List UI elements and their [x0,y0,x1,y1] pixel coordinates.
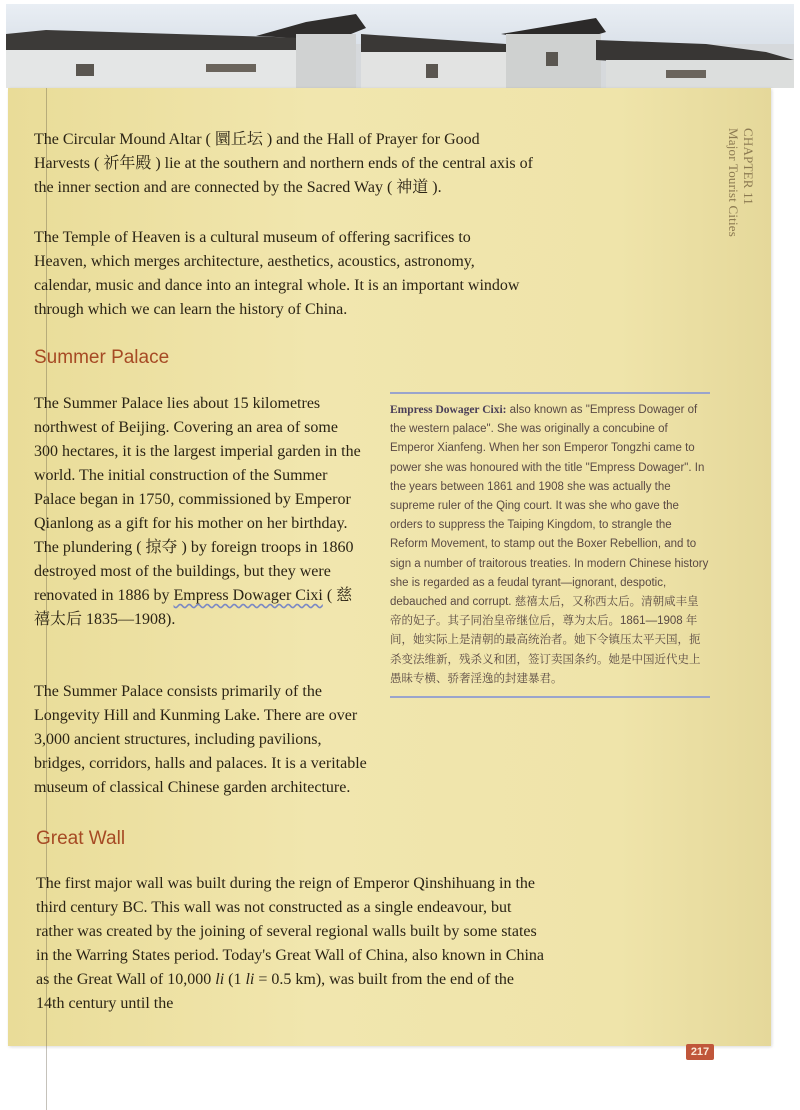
paragraph-temple-altar: The Circular Mound Altar ( 圜丘坛 ) and the Hall of Prayer for Good Harvests ( 祈年殿 ) lie at the southern and northern ends of the central axis of the inner section and are connected by the Sacred Way ( 神道 ). [34,131,533,196]
header-photo [6,4,794,88]
note-english: also known as "Empress Dowager of the western palace". She was originally a concubine of Emperor Xianfeng. When her son Emperor Tongzhi came to power she was honoured with the title "Empress Dowager". In the years between 1861 and 1908 she was actually the supreme ruler of the Qing court. It was she who gave the orders to suppress the Taiping Kingdom, to strangle the Reform Movement, to stamp out the Boxer Rebellion, and to sign a number of traitorous treaties. In modern Chinese history she is regarded as a feudal tyrant—ignorant, despotic, debauched and corrupt. [390,404,709,609]
page-number-badge: 217 [686,1044,714,1060]
paragraph-summer-palace-history [34,392,364,632]
rooftops-illustration [6,4,794,88]
chapter-title: Major Tourist Cities [726,128,741,238]
great-wall-text-1: The first major wall was built during the reign of Emperor Qinshihuang in the third century BC. This wall was not constructed as a single endeavour, but rather was created by the joining of several regional walls built by some states in the Warring States period. Today's Great Wall of China, also known in China as the Great Wall of 10,000 [36,875,544,988]
great-wall-text-3: = 0.5 km), was built from the end of the 14th century until the [36,971,515,1012]
summer-palace-text-2: ( 慈禧太后 1835—1908). [34,587,353,628]
glossary-note-cixi [390,392,710,698]
great-wall-li: li [215,971,225,988]
heading-great-wall: Great Wall [36,828,126,849]
chapter-number: CHAPTER 11 [741,128,756,205]
term-empress-dowager-cixi: Empress Dowager Cixi [173,587,323,604]
paragraph-summer-palace-structures [34,680,374,800]
summer-palace-structures-text: The Summer Palace consists primarily of the Longevity Hill and Kunming Lake. There are over 3,000 ancient structures, including pavilions, bridges, corridors, halls and palaces. It is a veritable museum of classical Chinese garden architecture. [34,683,367,796]
paragraph-temple-museum: The Temple of Heaven is a cultural museum of offering sacrifices to Heaven, which merges architecture, aesthetics, acoustics, astronomy, calendar, music and dance into an integral whole. It is an important window through which we can learn the history of China. [34,229,520,318]
summer-palace-text-1: The Summer Palace lies about 15 kilometres northwest of Beijing. Covering an area of some 300 hectares, it is the largest imperial garden in the world. The initial construction of the Summer Palace began in 1750, commissioned by Emperor Qianlong as a gift for his mother on her birthday. The plundering ( 掠夺 ) by foreign troops in 1860 destroyed most of the buildings, but they were renovated in 1886 by [34,395,361,604]
note-chinese: 慈禧太后，又称西太后。清朝咸丰皇帝的妃子。其子同治皇帝继位后，尊为太后。1861—1908 年间，她实际上是清朝的最高统治者。她下令镇压太平天国，扼杀变法维新，残杀义和团，签订卖国条约。她是中国近代史上愚昧专横、骄奢淫逸的封建暴君。 [390,596,701,685]
great-wall-li-unit: li [245,971,255,988]
chapter-running-head [722,128,756,258]
great-wall-text-2: (1 [224,971,246,988]
heading-summer-palace: Summer Palace [34,347,170,368]
note-term: Empress Dowager Cixi: [390,404,507,416]
paragraph-great-wall [36,872,546,1016]
